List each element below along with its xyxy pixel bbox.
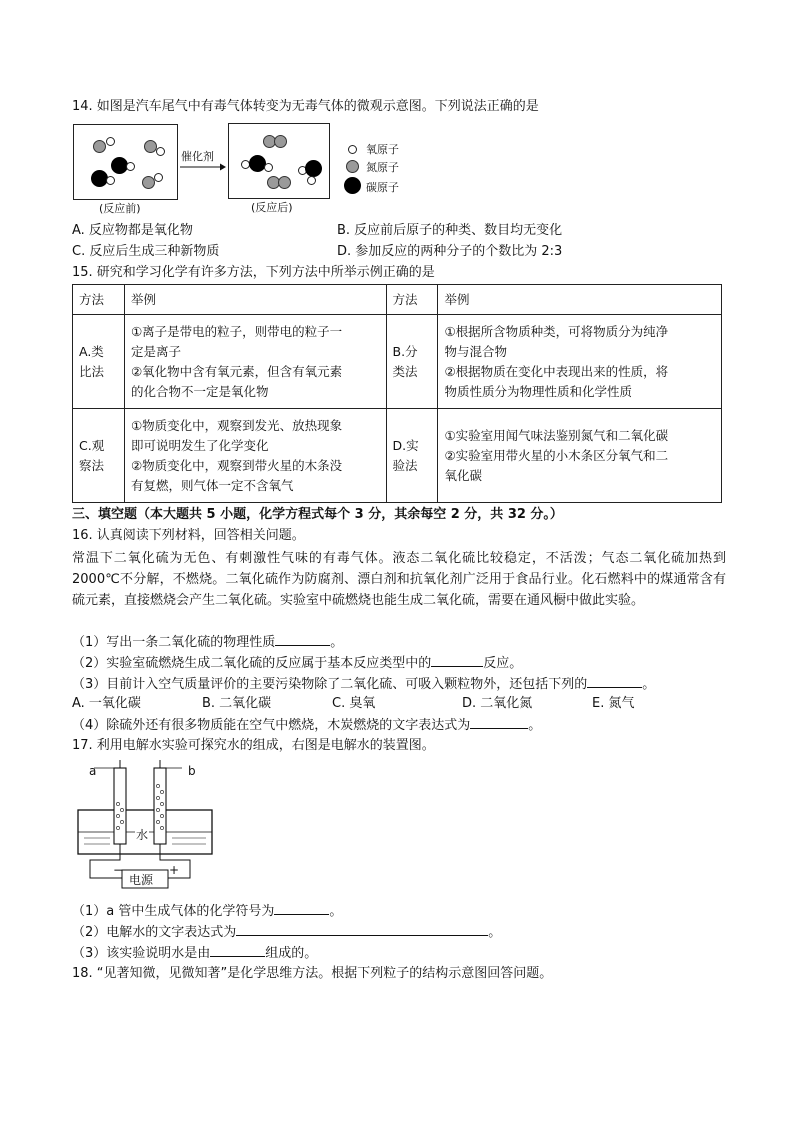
carbon-legend-icon [344, 177, 361, 194]
q17-part1-end: 。 [329, 904, 343, 919]
oxygen-legend-label: 氧原子 [366, 143, 399, 156]
option-d-examples: ①实验室用闻气味法鉴别氮气和二氧化碳 ②实验室用带火星的小木条区分氧气和二 氧化碳 [438, 409, 722, 503]
oxygen-atom [106, 137, 115, 146]
q16-part1-end: 。 [330, 635, 344, 650]
q18-stem: 18. “见著知微，见微知著”是化学思维方法。根据下列粒子的结构示意图回答问题。 [72, 966, 553, 981]
option-a-method[interactable]: A.类 比法 [73, 315, 125, 409]
q16-part4-text: （4）除硫外还有很多物质能在空气中燃烧，木炭燃烧的文字表达式为 [72, 718, 471, 733]
nitrogen-legend-label: 氮原子 [366, 161, 399, 174]
oxygen-atom [264, 163, 273, 172]
q16-part3 [72, 674, 655, 695]
q16-stem: 16. 认真阅读下列材料，回答相关问题。 [72, 528, 305, 543]
q16-part1-text: （1）写出一条二氧化硫的物理性质 [72, 635, 276, 650]
q16-option-c[interactable]: C. 臭氧 [332, 696, 376, 711]
q17-part1-text: （1）a 管中生成气体的化学符号为 [72, 904, 275, 919]
carbon-atom [305, 160, 322, 177]
q14-option-a[interactable]: A. 反应物都是氧化物 [72, 223, 193, 238]
option-d-method[interactable]: D.实 验法 [386, 409, 438, 503]
option-c-method[interactable]: C.观 察法 [73, 409, 125, 503]
power-supply-label: 电源 [129, 873, 154, 887]
header-method: 方法 [73, 285, 125, 315]
q14-option-b[interactable]: B. 反应前后原子的种类、数目均无变化 [337, 223, 563, 238]
catalyst-label: 催化剂 [181, 150, 214, 163]
nitrogen-atom [93, 140, 106, 153]
water-label: 水 [136, 828, 149, 842]
carbon-legend-label: 碳原子 [366, 181, 399, 194]
tube-b-label: b [188, 764, 196, 778]
q17-part2-text: （2）电解水的文字表达式为 [72, 925, 237, 940]
header-method: 方法 [386, 285, 438, 315]
q14-option-c[interactable]: C. 反应后生成三种新物质 [72, 244, 220, 259]
q16-part3-end: 。 [642, 677, 656, 692]
table-header-row [73, 285, 722, 315]
q16-option-b[interactable]: B. 二氧化碳 [202, 696, 272, 711]
q16-passage: 常温下二氧化硫为无色、有刺激性气味的有毒气体。液态二氧化硫比较稳定，不活泼；气态二氧化硫加热到 2000℃不分解，不燃烧。二氧化硫作为防腐剂、漂白剂和抗氧化剂广泛用于食品行业。化石燃料中的煤通常含有硫元素，直接燃烧会产生二氧化硫。实验室中硫燃烧也能生成二氧化硫，需要在通风橱中做此实验。 [72, 551, 726, 608]
header-example: 举例 [124, 285, 386, 315]
oxygen-atom [307, 176, 316, 185]
table-row [73, 315, 722, 409]
q16-part2-text: （2）实验室硫燃烧生成二氧化硫的反应属于基本反应类型中的 [72, 656, 432, 671]
answer-blank[interactable] [587, 674, 642, 688]
option-a-examples: ①离子是带电的粒子，则带电的粒子一 定是离子 ②氧化物中含有氧元素，但含有氧元素 的化合物不一定是氧化物 [124, 315, 386, 409]
tube-a-label: a [89, 764, 97, 778]
q17-part2-end: 。 [488, 925, 502, 940]
section-heading: 三、填空题（本大题共 5 小题，化学方程式每个 3 分，其余每空 2 分，共 32 分。） [72, 507, 563, 522]
q14-option-d[interactable]: D. 参加反应的两种分子的个数比为 2:3 [337, 244, 563, 259]
nitrogen-atom [274, 135, 287, 148]
option-c-examples: ①物质变化中，观察到发光、放热现象 即可说明发生了化学变化 ②物质变化中，观察到带火星的木条没 有复燃，则气体一定不含氧气 [124, 409, 386, 503]
q17-part1 [72, 901, 342, 922]
q17-stem: 17. 利用电解水实验可探究水的组成，右图是电解水的装置图。 [72, 738, 435, 753]
oxygen-atom [156, 147, 165, 156]
after-label: (反应后) [251, 201, 293, 214]
nitrogen-legend-icon [346, 160, 359, 173]
q15-stem: 15. 研究和学习化学有许多方法，下列方法中所举示例正确的是 [72, 265, 435, 280]
answer-blank[interactable] [275, 632, 330, 646]
table-row [73, 409, 722, 503]
q17-part3-end: 组成的。 [265, 946, 318, 961]
answer-blank[interactable] [274, 901, 329, 915]
q16-part3-text: （3）目前计入空气质量评价的主要污染物除了二氧化硫、可吸入颗粒物外，还包括下列的 [72, 677, 588, 692]
electrolysis-apparatus [72, 760, 222, 892]
carbon-atom [249, 155, 266, 172]
q16-part2-end: 反应。 [483, 656, 523, 671]
q16-part4 [72, 715, 541, 736]
q15-table [72, 284, 722, 503]
answer-blank[interactable] [210, 943, 265, 957]
nitrogen-atom [278, 176, 291, 189]
q17-part2 [72, 922, 501, 943]
q16-option-a[interactable]: A. 一氧化碳 [72, 696, 141, 711]
reaction-arrow [178, 162, 226, 172]
oxygen-atom [154, 173, 163, 182]
q16-part2 [72, 653, 522, 674]
positive-terminal: + [169, 863, 180, 877]
q14-stem: 14. 如图是汽车尾气中有毒气体转变为无毒气体的微观示意图。下列说法正确的是 [72, 99, 539, 114]
answer-blank[interactable] [236, 922, 488, 936]
answer-blank[interactable] [470, 715, 528, 729]
after-reaction-box [228, 123, 330, 199]
q16-option-e[interactable]: E. 氮气 [592, 696, 635, 711]
option-b-method[interactable]: B.分 类法 [386, 315, 438, 409]
oxygen-legend-icon [348, 145, 357, 154]
answer-blank[interactable] [431, 653, 483, 667]
before-label: (反应前) [99, 202, 141, 215]
oxygen-atom [126, 162, 135, 171]
q17-part3 [72, 943, 317, 964]
q16-option-d[interactable]: D. 二氧化氮 [462, 696, 533, 711]
q16-part1 [72, 632, 343, 653]
negative-terminal: − [113, 863, 124, 877]
before-reaction-box [73, 124, 178, 200]
q16-part4-end: 。 [528, 718, 542, 733]
q17-part3-text: （3）该实验说明水是由 [72, 946, 211, 961]
oxygen-atom [106, 176, 115, 185]
option-b-examples: ①根据所含物质种类，可将物质分为纯净 物与混合物 ②根据物质在变化中表现出来的性质，将 物质性质分为物理性质和化学性质 [438, 315, 722, 409]
header-example: 举例 [438, 285, 722, 315]
